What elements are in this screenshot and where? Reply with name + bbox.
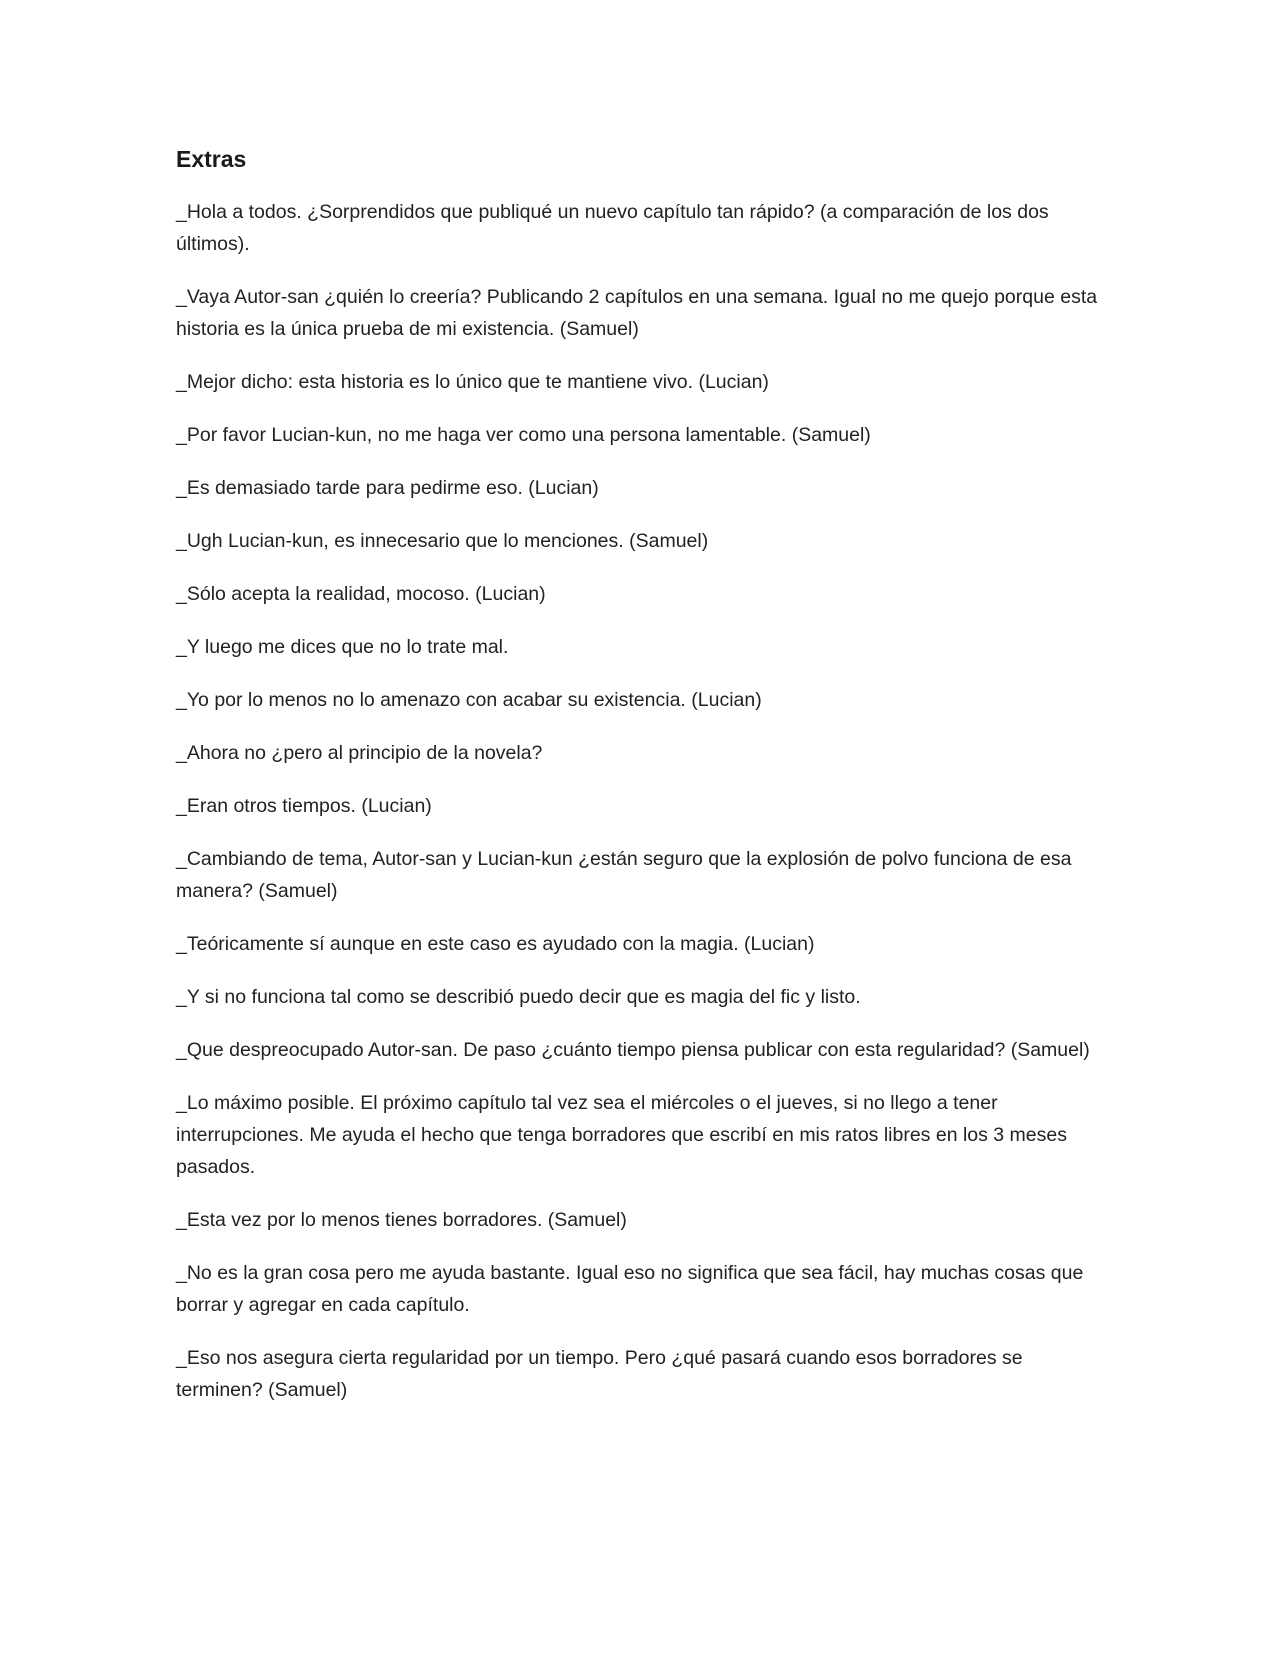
paragraph: _Es demasiado tarde para pedirme eso. (Lucian) (176, 476, 599, 499)
paragraph: _Que despreocupado Autor-san. De paso ¿cuánto tiempo piensa publicar con esta regularidad? (Samuel) (176, 1038, 1090, 1061)
page-title: Extras (176, 146, 247, 172)
paragraph: _Sólo acepta la realidad, mocoso. (Lucian) (176, 582, 546, 605)
paragraph: _Ahora no ¿pero al principio de la novela? (176, 741, 543, 764)
paragraph: _Hola a todos. ¿Sorprendidos que publiqué un nuevo capítulo tan rápido? (a comparación de los dos últimos). (176, 200, 1049, 255)
paragraph: _Mejor dicho: esta historia es lo único que te mantiene vivo. (Lucian) (176, 370, 769, 393)
paragraph: _Vaya Autor-san ¿quién lo creería? Publicando 2 capítulos en una semana. Igual no me quejo porque esta historia es la única prueba de mi existencia. (Samuel) (176, 285, 1098, 340)
paragraph: _No es la gran cosa pero me ayuda bastante. Igual eso no significa que sea fácil, hay muchas cosas que borrar y agregar en cada capítulo. (176, 1261, 1084, 1316)
document-body (176, 196, 1110, 1406)
paragraph: _Lo máximo posible. El próximo capítulo tal vez sea el miércoles o el jueves, si no llego a tener interrupciones. Me ayuda el hecho que tenga borradores que escribí en mis ratos libres en los 3 meses pasados. (176, 1091, 1067, 1178)
paragraph: _Eran otros tiempos. (Lucian) (176, 794, 432, 817)
paragraph: _Y luego me dices que no lo trate mal. (176, 635, 509, 658)
paragraph: _Teóricamente sí aunque en este caso es ayudado con la magia. (Lucian) (176, 932, 815, 955)
paragraph: _Yo por lo menos no lo amenazo con acabar su existencia. (Lucian) (176, 688, 762, 711)
paragraph: _Ugh Lucian-kun, es innecesario que lo menciones. (Samuel) (176, 529, 709, 552)
paragraph: _Por favor Lucian-kun, no me haga ver como una persona lamentable. (Samuel) (176, 423, 871, 446)
paragraph: _Y si no funciona tal como se describió puedo decir que es magia del fic y listo. (176, 985, 861, 1008)
paragraph: _Esta vez por lo menos tienes borradores. (Samuel) (176, 1208, 627, 1231)
paragraph: _Cambiando de tema, Autor-san y Lucian-kun ¿están seguro que la explosión de polvo funciona de esa manera? (Samuel) (176, 847, 1072, 902)
paragraph: _Eso nos asegura cierta regularidad por un tiempo. Pero ¿qué pasará cuando esos borradores se terminen? (Samuel) (176, 1346, 1023, 1401)
